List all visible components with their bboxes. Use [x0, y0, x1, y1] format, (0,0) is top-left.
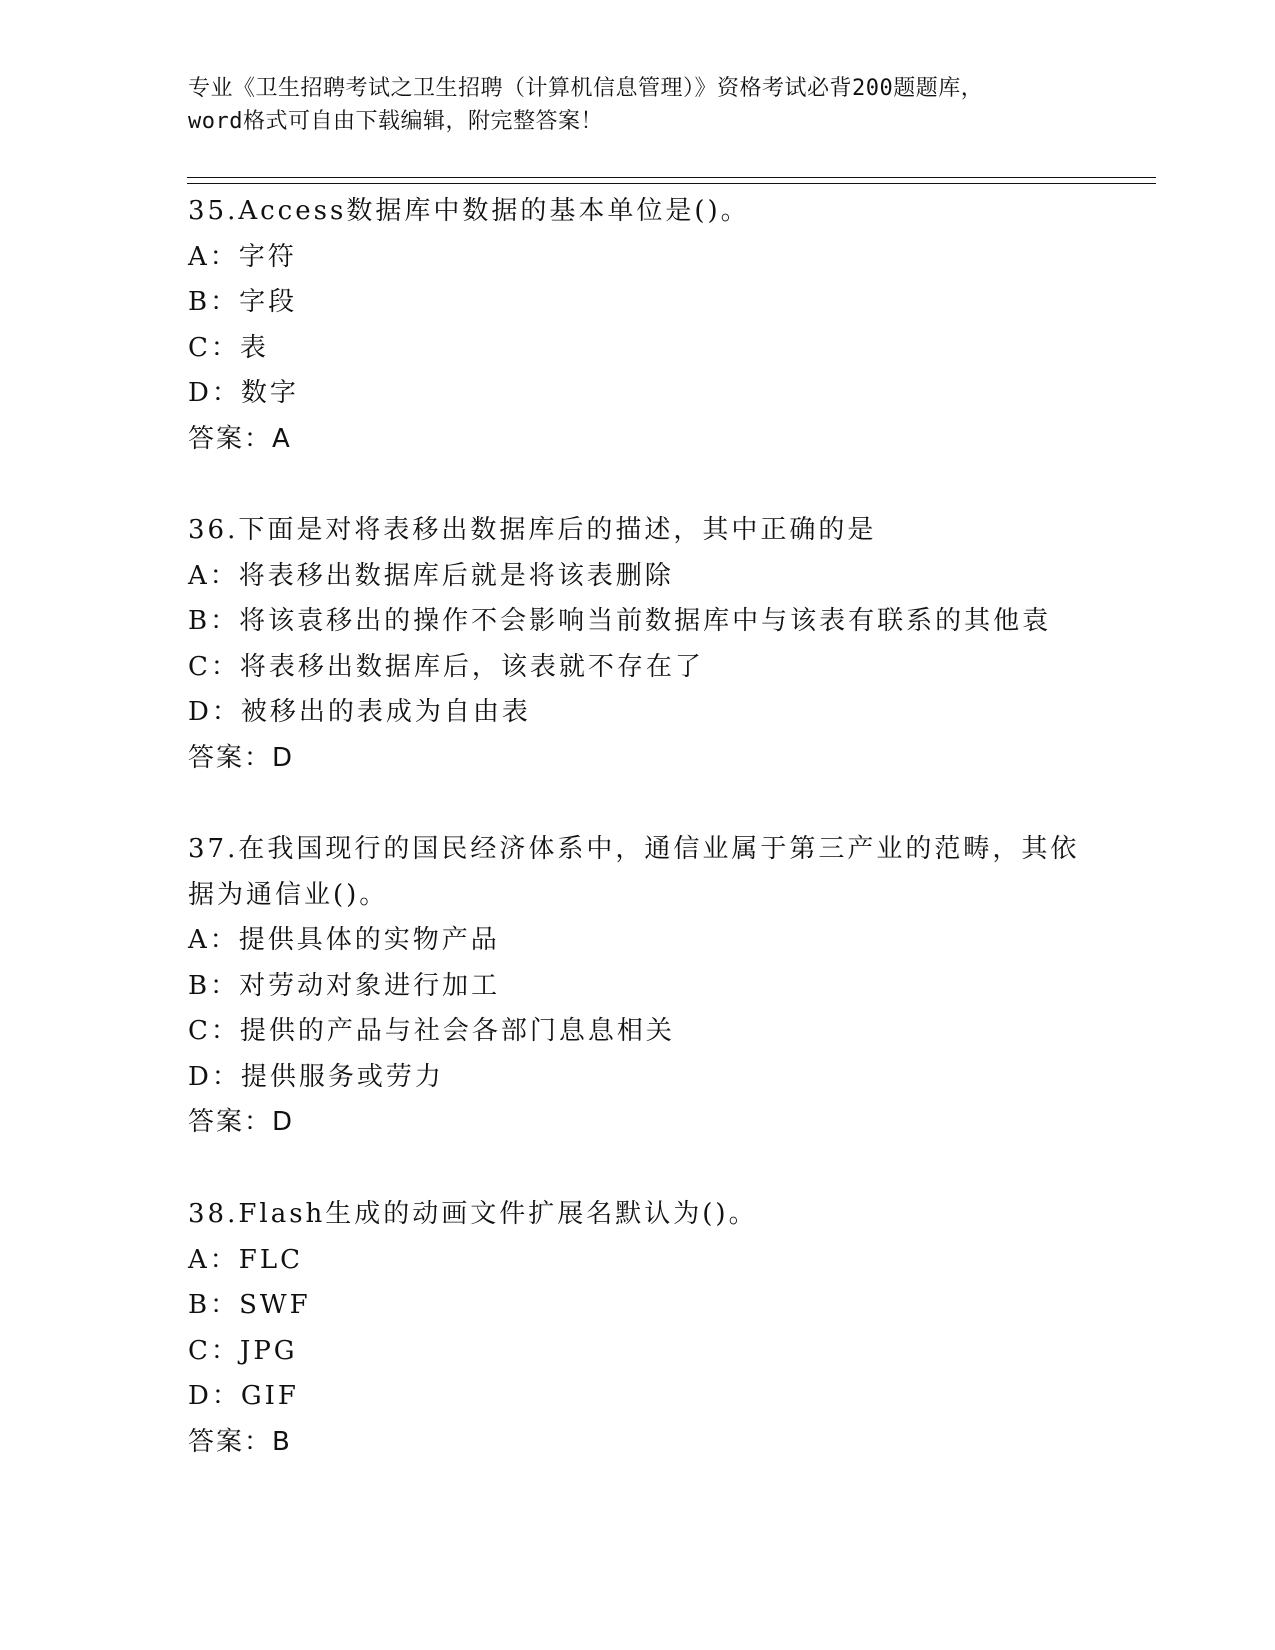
question-36 — [188, 508, 1088, 781]
option-a: A：提供具体的实物产品 — [188, 925, 500, 955]
option-a: A：字符 — [188, 241, 297, 272]
document-header — [188, 72, 1088, 138]
option-c: C：将表移出数据库后，该表就不存在了 — [188, 651, 704, 682]
option-b: B：字段 — [188, 287, 298, 317]
option-b: B：将该袁移出的操作不会影响当前数据库中与该表有联系的其他袁 — [188, 606, 1052, 636]
option-b: B：对劳动对象进行加工 — [188, 970, 501, 1001]
option-d: D：数字 — [188, 378, 299, 408]
option-d: D：GIF — [188, 1381, 299, 1411]
option-c: C：表 — [188, 332, 269, 363]
answer-line: 答案：B — [188, 1426, 292, 1457]
question-stem-line-2: 据为通信业()。 — [188, 879, 389, 910]
question-stem-line-1: 37.在我国现行的国民经济体系中，通信业属于第三产业的范畴，其依 — [188, 834, 1080, 864]
question-stem: 38.Flash生成的动画文件扩展名默认为()。 — [188, 1199, 758, 1229]
option-d: D：提供服务或劳力 — [188, 1061, 444, 1092]
option-c: C：提供的产品与社会各部门息息相关 — [188, 1016, 675, 1046]
option-a: A：将表移出数据库后就是将该表删除 — [188, 560, 674, 591]
question-37 — [188, 827, 1088, 1146]
option-d: D：被移出的表成为自由表 — [188, 697, 531, 727]
option-a: A：FLC — [188, 1244, 303, 1275]
question-35 — [188, 189, 1088, 462]
header-divider-bottom — [187, 183, 1156, 184]
option-b: B：SWF — [188, 1290, 311, 1320]
option-c: C：JPG — [188, 1335, 298, 1366]
header-title-line-2: word格式可自由下载编辑，附完整答案！ — [188, 109, 603, 134]
question-stem: 35.Access数据库中数据的基本单位是()。 — [188, 196, 750, 226]
header-divider-top — [187, 177, 1156, 178]
answer-line: 答案：D — [188, 742, 295, 773]
question-stem: 36.下面是对将表移出数据库后的描述，其中正确的是 — [188, 515, 877, 545]
answer-line: 答案：A — [188, 423, 292, 454]
answer-line: 答案：D — [188, 1107, 295, 1137]
header-title-line-1: 专业《卫生招聘考试之卫生招聘（计算机信息管理）》资格考试必背200题题库， — [188, 76, 984, 101]
question-38 — [188, 1192, 1088, 1465]
